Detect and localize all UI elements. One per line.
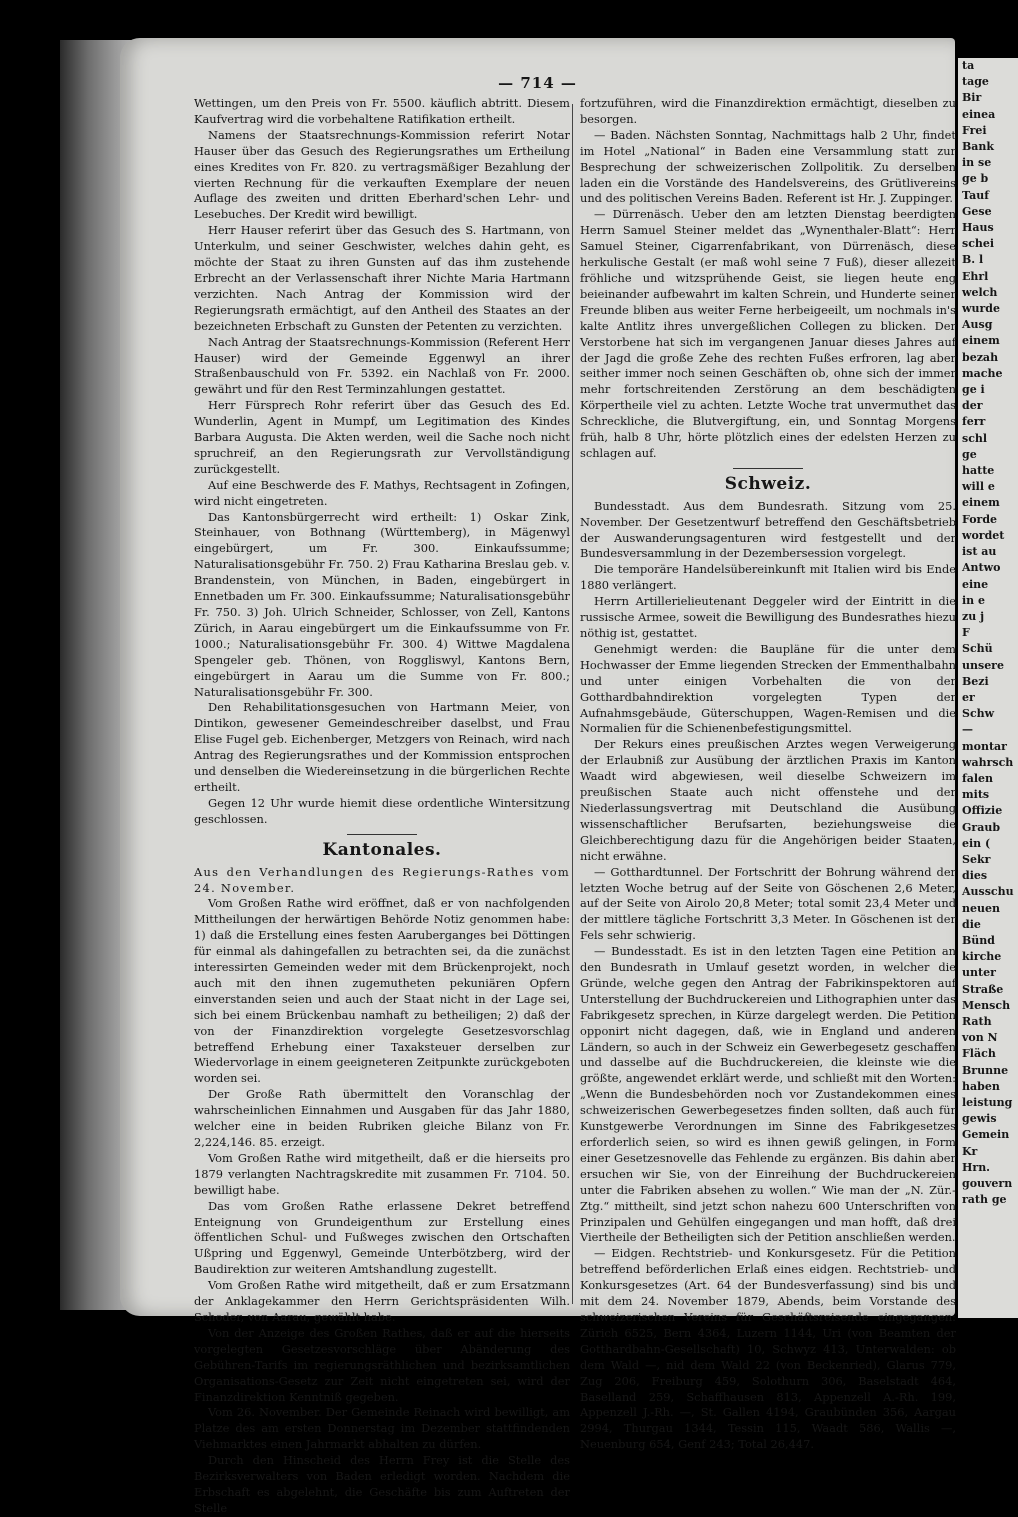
adjacent-page-fragment: die <box>962 917 981 931</box>
article-paragraph: Nach Antrag der Staatsrechnungs-Kommission (Referent Herr Hauser) wird der Gemeinde Eggenwyl an ihrer Straßenbauschuld von Fr. 5392. ein Nachlaß von Fr. 2000. gewährt und für den Rest Terminzahlungen gestattet. <box>194 334 570 397</box>
article-paragraph: Den Rehabilitationsgesuchen von Hartmann Meier, von Dintikon, gewesener Gemeindeschreiber daselbst, und Frau Elise Fugel geb. Eichenberger, Metzgers von Reinach, wird nach Antrag des Regierungsrathes und der Kommission entsprochen und denselben die Wiedereinsetzung in die bürgerlichen Rechte ertheilt. <box>194 700 570 794</box>
article-paragraph: Gegen 12 Uhr wurde hiemit diese ordentliche Wintersitzung geschlossen. <box>194 795 570 826</box>
adjacent-page-fragment: schei <box>962 237 995 251</box>
article-paragraph: Der Große Rath übermittelt den Voranschlag der wahrscheinlichen Einnahmen und Ausgaben für das Jahr 1880, welcher eine in beiden Rubriken gleiche Bilanz von Fr. 2,224,146. 85. erzeigt. <box>194 1087 570 1149</box>
adjacent-page-edge <box>958 58 1018 1318</box>
adjacent-page-fragment: ge <box>962 447 977 461</box>
adjacent-page-fragment: tage <box>962 75 989 89</box>
article-paragraph: Der Rekurs eines preußischen Arztes wegen Verweigerung der Erlaubniß zur Ausübung der ärztlichen Praxis im Kanton Waadt wird abgewiesen, weil dieselbe Schweizern im preußischen Staate auch nicht offenstehe und der Niederlassungsvertrag mit Deutschland die Ausübung wissenschaftlicher Berufsarten, beziehungsweise die Gleichberechtigung dazu für die Angehörigen beider Staaten, nicht erwähne. <box>580 737 956 863</box>
article-paragraph: Herr Hauser referirt über das Gesuch des S. Hartmann, von Unterkulm, und seiner Geschwister, welches dahin geht, es möchte der Staat zu ihren Gunsten auf das ihm zustehende Erbrecht an der Verlassenschaft ihrer Nichte Maria Hartmann verzichten. Nach Antrag der Kommission wird der Regierungsrath ermächtigt, auf den Antheil des Staates an der bezeichneten Erbschaft zu Gunsten der Petenten zu verzichten. <box>194 223 570 333</box>
adjacent-page-fragment: Tauf <box>962 188 989 202</box>
adjacent-page-fragment: F <box>962 626 970 640</box>
adjacent-page-fragment: dies <box>962 869 988 883</box>
adjacent-page-fragment: wahrsch <box>962 755 1014 769</box>
adjacent-page-fragment: ein ( <box>962 836 991 850</box>
adjacent-page-fragment: Forde <box>962 512 998 526</box>
article-paragraph: Wettingen, um den Preis von Fr. 5500. käuflich abtritt. Diesem Kaufvertrag wird die vorbehaltene Ratifikation ertheilt. <box>194 96 570 126</box>
adjacent-page-fragment: einem <box>962 496 1000 510</box>
article-paragraph: Vom Großen Rathe wird mitgetheilt, daß er zum Ersatzmann der Anklagekammer den Herrn Gerichtspräsidenten Wilh. Schoder, von Aarau, gewählt habe. <box>194 1278 570 1324</box>
adjacent-page-fragment: Antwo <box>962 561 1001 575</box>
adjacent-page-fragment: gewis <box>962 1112 997 1126</box>
adjacent-page-fragment: Bir <box>962 91 982 105</box>
adjacent-page-fragment: hatte <box>962 464 995 478</box>
article-paragraph: Die temporäre Handelsübereinkunft mit Italien wird bis Ende 1880 verlängert. <box>580 562 956 593</box>
article-paragraph: Das vom Großen Rathe erlassene Dekret betreffend Enteignung von Grundeigenthum zur Erstellung eines öffentlichen Schul- und Fußweges zwischen den Ortschaften Ußpring und Eggenwyl, Gemeinde Unterbötzberg, wird der Baudirektion zur weiteren Amtshandlung zugestellt. <box>194 1198 570 1277</box>
adjacent-page-fragment: B. l <box>962 253 984 267</box>
adjacent-page-fragment: gouvern <box>962 1177 1013 1191</box>
article-paragraph: Durch den Hinscheid des Herrn Frey ist die Stelle des Bezirksverwalters von Baden erledigt worden. Nachdem die Erbschaft es abgelehnt, die Geschäfte bis zum Auftreten der Stelle <box>194 1453 570 1515</box>
adjacent-page-fragment: Ehrl <box>962 269 989 283</box>
adjacent-page-fragment: montar <box>962 739 1007 753</box>
adjacent-page-fragment: Ausschu <box>962 885 1014 899</box>
article-paragraph: Herrn Artillerielieutenant Deggeler wird der Eintritt in die russische Armee, soweit die Bewilligung des Bundesrathes hiezu nöthig ist, gestattet. <box>580 594 956 640</box>
article-paragraph: Namens der Staatsrechnungs-Kommission referirt Notar Hauser über das Gesuch des Regierungsrathes um Ertheilung eines Kredites von Fr. 820. zu vertragsmäßiger Bezahlung der vierten Rechnung für die verkauften Exemplare der neuen Auflage des zweiten und dritten Eberhard'schen Lehr- und Lesebuches. Der Kredit wird bewilligt. <box>194 127 570 222</box>
adjacent-page-fragment: zu j <box>962 609 985 623</box>
article-paragraph: — Bundesstadt. Es ist in den letzten Tagen eine Petition an den Bundesrath in Umlauf gesetzt worden, in welcher die Gründe, welche gegen den Antrag der Fabrikinspektoren auf Unterstellung der Buchdruckereien und Lithographien unter das Fabrikgesetz sprechen, in Kürze dargelegt werden. Die Petition opponirt nicht dagegen, daß, wie in England und anderen Ländern, so auch in der Schweiz ein Gewerbegesetz geschaffen und dasselbe auf die Buchdruckereien, die kleinste wie die größte, angewendet erklärt werde, und schließt mit den Worten: „Wenn die Bundesbehörden noch vor Zustandekommen eines schweizerischen Gewerbegesetzes finden sollten, daß auch für Kunstgewerbe Verordnungen im Sinne des Fabrikgesetzes erforderlich seien, so wird es ihnen gewiß gelingen, in Form einer Gesetzesnovelle das Fehlende zu ergänzen. Bis dahin aber ersuchen wir Sie, von der Einreihung der Buchdruckereien unter die Fabriken absehen zu wollen.“ Wie man der „N. Zür.-Ztg.“ mittheilt, sind jetzt schon nahezu 600 Unterschriften von Prinzipalen und Gehülfen eingegangen und man hofft, daß drei Viertheile der Betheiligten sich der Petition anschließen werden. <box>580 944 956 1245</box>
section-separator <box>733 468 803 469</box>
adjacent-page-fragment: Fläch <box>962 1047 996 1061</box>
column-rule <box>572 104 573 1304</box>
adjacent-page-fragment: in se <box>962 156 992 170</box>
adjacent-page-fragment: kirche <box>962 950 1002 964</box>
adjacent-page-fragment: Gese <box>962 204 992 218</box>
article-paragraph: Genehmigt werden: die Baupläne für die unter dem Hochwasser der Emme liegenden Strecken der Emmenthalbahn und unter einigen Vorbehalten die von der Gotthardbahndirektion vorgelegten Typen der Aufnahmsgebäude, Güterschuppen, Wagen-Remisen und die Normalien für die Schienenbefestigungsmittel. <box>580 641 956 736</box>
adjacent-page-fragment: er <box>962 690 975 704</box>
adjacent-page-fragment: Haus <box>962 221 994 235</box>
adjacent-page-fragment: Ausg <box>962 318 993 332</box>
article-paragraph: — Eidgen. Rechtstrieb- und Konkursgesetz. Für die Petition betreffend beförderlichen Erlaß eines eidgen. Rechtstrieb- und Konkursgesetzes (Art. 64 der Bundesverfassung) sind bis und mit dem 24. November 1879, Abends, beim Vorstande des schweizerischen Vereins für Geschäftsreisende eingegangen: Zürich 6525, Bern 4364, Luzern 1144, Uri (von Beamten der Gotthardbahn-Gesellschaft) 10, Schwyz 413, Unterwalden: ob dem Wald —, nid dem Wald 22 (von Beckenried), Glarus 779, Zug 206, Freiburg 459, Solothurn 306, Baselstadt 464, Baselland 259, Schaffhausen 813, Appenzell A.-Rh. 199, Appenzell J.-Rh. —, St. Gallen 4194, Graubünden 356, Aargau 2994, Thurgau 1344, Tessin 115, Waadt 586, Wallis —, Neuenburg 654, Genf 243; Total 26,447. <box>580 1246 956 1452</box>
adjacent-page-fragment: bezah <box>962 350 999 364</box>
newspaper-page <box>120 38 956 1515</box>
article-paragraph: Vom 26. November. Der Gemeinde Reinach wird bewilligt, am Platze des am ersten Donnerstag im Dezember stattfindenden Viehmarktes einen Jahrmarkt abhalten zu dürfen. <box>194 1405 570 1452</box>
adjacent-page-fragment: mache <box>962 366 1003 380</box>
section-heading-kantonales: Kantonales. <box>322 839 442 860</box>
page-number: — 714 — <box>498 74 577 92</box>
adjacent-page-fragment: ge i <box>962 383 985 397</box>
article-paragraph: fortzuführen, wird die Finanzdirektion ermächtigt, dieselben zu besorgen. <box>580 96 956 126</box>
article-paragraph: Auf eine Beschwerde des F. Mathys, Rechtsagent in Zofingen, wird nicht eingetreten. <box>194 477 570 508</box>
section-separator <box>347 834 417 835</box>
adjacent-page-fragment: Mensch <box>962 998 1011 1012</box>
article-paragraph: Das Kantonsbürgerrecht wird ertheilt: 1) Oskar Zink, Steinhauer, von Bothnang (Württemberg), in Mägenwyl eingebürgert, um Fr. 300. Einkaufssumme; Naturalisationsgebühr Fr. 750. 2) Frau Katharina Breslau geb. v. Brandenstein, von München, in Baden, eingebürgert in Ennetbaden um Fr. 300. Einkaufssumme; Naturalisationsgebühr Fr. 750. 3) Joh. Ulrich Schneider, Schlosser, von Zell, Kantons Zürich, in Aarau eingebürgert um die Einkaufssumme von Fr. 1000.; Naturalisationsgebühr Fr. 300. 4) Wittwe Magdalena Spengeler geb. Thönen, von Roggliswyl, Kantons Bern, eingebürgert in Aarau um die Summe von Fr. 800.; Naturalisationsgebühr Fr. 300. <box>194 509 570 699</box>
adjacent-page-fragment: Graub <box>962 820 1001 834</box>
adjacent-page-fragment: Brunne <box>962 1063 1009 1077</box>
adjacent-page-fragment: schl <box>962 431 988 445</box>
adjacent-page-fragment: einem <box>962 334 1000 348</box>
adjacent-page-fragment: Bank <box>962 140 995 154</box>
adjacent-page-fragment: wurde <box>962 302 1000 316</box>
adjacent-page-fragment: Schü <box>962 642 993 656</box>
article-paragraph: Vom Großen Rathe wird mitgetheilt, daß er die hierseits pro 1879 verlangten Nachtragskredite mit zusammen Fr. 7104. 50. bewilligt habe. <box>194 1150 570 1197</box>
adjacent-page-fragment: ge b <box>962 172 989 186</box>
section-intro: Aus den Verhandlungen des Regierungs-Rathes vom 24. November. <box>194 864 570 895</box>
adjacent-page-fragment: in e <box>962 593 986 607</box>
adjacent-page-fragment: rath ge <box>962 1193 1007 1207</box>
adjacent-page-fragment: unter <box>962 966 996 980</box>
left-column <box>194 96 570 1517</box>
adjacent-page-fragment: Schw <box>962 707 995 721</box>
article-paragraph: Bundesstadt. Aus dem Bundesrath. Sitzung vom 25. November. Der Gesetzentwurf betreffend den Geschäftsbetrieb der Auswanderungsagenturen wird festgestellt und der Bundesversammlung in der Dezembersession vorgelegt. <box>580 498 956 561</box>
adjacent-page-fragment: haben <box>962 1079 1000 1093</box>
adjacent-page-fragment: wordet <box>962 528 1005 542</box>
adjacent-page-fragment: Frei <box>962 123 987 137</box>
adjacent-page-fragment: Kr <box>962 1144 978 1158</box>
adjacent-page-fragment: unsere <box>962 658 1004 672</box>
article-paragraph: — Gotthardtunnel. Der Fortschritt der Bohrung während der letzten Woche betrug auf der Seite von Göschenen 2,6 Meter, auf der Seite von Airolo 20,8 Meter; total somit 23,4 Meter und der mittlere tägliche Fortschritt 3,3 Meter. In Göschenen ist der Fels sehr schwierig. <box>580 864 956 943</box>
adjacent-page-fragment: Rath <box>962 1014 992 1028</box>
adjacent-page-fragment: Straße <box>962 982 1004 996</box>
adjacent-page-fragment: ferr <box>962 415 986 429</box>
adjacent-page-fragment: Gemein <box>962 1128 1010 1142</box>
adjacent-page-fragment: von N <box>962 1031 998 1045</box>
adjacent-page-fragment: Bezi <box>962 674 989 688</box>
adjacent-page-fragment: neuen <box>962 901 1000 915</box>
article-paragraph: — Baden. Nächsten Sonntag, Nachmittags halb 2 Uhr, findet im Hotel „National“ in Baden eine Versammlung statt zur Besprechung der schweizerischen Zollpolitik. Zu derselben laden ein die Vorstände des Handelsvereins, des Grütlivereins und des politischen Vereins Baden. Referent ist Hr. J. Zuppinger. <box>580 127 956 206</box>
adjacent-page-fragment: falen <box>962 771 994 785</box>
adjacent-page-fragment: mits <box>962 788 990 802</box>
adjacent-page-fragment: einea <box>962 107 996 121</box>
article-paragraph: Herr Fürsprech Rohr referirt über das Gesuch des Ed. Wunderlin, Agent in Mumpf, um Legitimation des Kindes Barbara Augusta. Die Akten werden, weil die Sache noch nicht spruchreif, an den Regierungsrath zur Vervollständigung zurückgestellt. <box>194 398 570 476</box>
adjacent-page-fragment: Hrn. <box>962 1160 991 1174</box>
adjacent-page-fragment: will e <box>962 480 995 494</box>
section-heading-schweiz: Schweiz. <box>724 473 812 494</box>
adjacent-page-fragment: der <box>962 399 983 413</box>
adjacent-page-fragment: ist au <box>962 545 997 559</box>
adjacent-page-fragment: leistung <box>962 1096 1013 1109</box>
right-column <box>580 96 956 1453</box>
adjacent-page-fragment: Offizie <box>962 804 1003 818</box>
article-paragraph: Von der Anzeige des Großen Rathes, daß er auf die hierseits vorgelegten Gesetzesvorschläge über Abänderung des Gebühren-Tarifs im regierungsräthlichen und bezirksamtlichen Organisations-Gesetz zur Zeit nicht eingetreten sei, wird der Finanzdirektion Kenntniß gegeben. <box>194 1325 570 1404</box>
adjacent-page-fragment: Sekr <box>962 852 991 866</box>
article-paragraph: Vom Großen Rathe wird eröffnet, daß er von nachfolgenden Mittheilungen der herwärtigen Behörde Notiz genommen habe: 1) daß die Erstellung eines festen Aaruberganges bei Döttingen für einmal als dahingefallen zu betrachten sei, da die zunächst interessirten Gemeinden weder mit dem Brückenprojekt, noch auch mit den ihnen zugemutheten pekuniären Opfern einverstanden seien und auch der Staat nicht in der Lage sei, sich bei einem Brückenbau namhaft zu betheiligen; 2) daß der von der Finanzdirektion vorgelegte Gesetzesvorschlag betreffend Erhebung einer Taxaksteuer derselben zur Wiedervorlage in einem geeigneteren Zeitpunkte zurückgeboten worden sei. <box>194 896 570 1086</box>
adjacent-page-fragment: welch <box>962 285 998 299</box>
adjacent-page-fragment: — <box>962 723 973 737</box>
article-paragraph: — Dürrenäsch. Ueber den am letzten Dienstag beerdigten Herrn Samuel Steiner meldet das „Wynenthaler-Blatt“: Herr Samuel Steiner, Cigarrenfabrikant, von Dürrenäsch, diese herkulische Gestalt (er maß wohl seine 7 Fuß), dieser allezeit fröhliche und witzsprühende Geist, sie liegen heute eng beieinander aufbewahrt im kalten Schrein, und Hunderte seiner Freunde bliben aus weiter Ferne herbeigeeilt, um nochmals in's kalte Antlitz ihres unvergeßlichen Collegen zu blicken. Der Verstorbene hat sich im vergangenen Januar dieses Jahres auf der Jagd die große Zehe des rechten Fußes erfroren, lag aber seither immer noch seinen Geschäften ob, ohne sich der immer mehr fortschreitenden Zerstörung an dem beschädigten Körpertheile viel zu achten. Letzte Woche trat unvermuthet das Schreckliche, die Blutvergiftung, ein, und Sonntag Morgens früh, halb 8 Uhr, hörte plötzlich eines der edelsten Herzen zu schlagen auf. <box>580 207 956 460</box>
adjacent-page-fragment: eine <box>962 577 989 591</box>
adjacent-page-fragment: ta <box>962 59 975 72</box>
adjacent-page-fragment: Bünd <box>962 933 995 947</box>
